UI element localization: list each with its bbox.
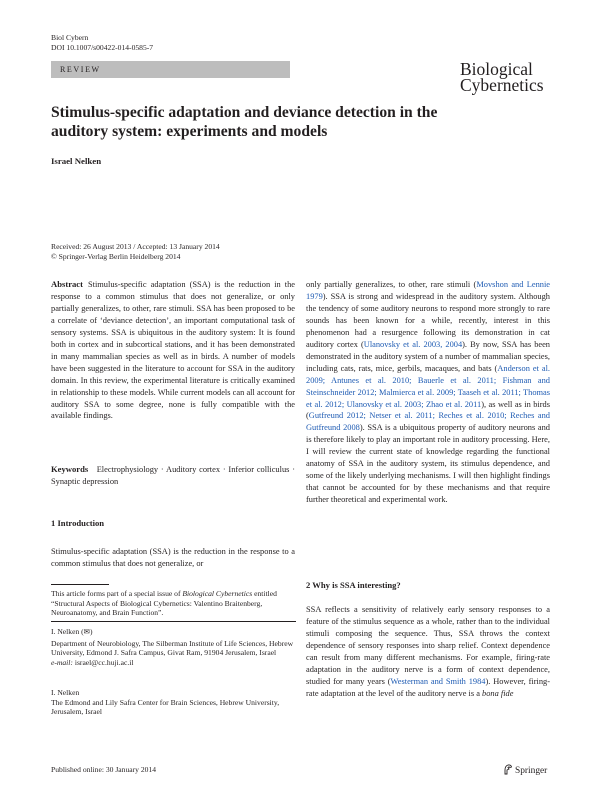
section-heading-introduction: 1 Introduction [51,518,105,528]
affiliation-2 [51,688,296,717]
publisher-logo [503,764,547,776]
published-online-date: Published online: 30 January 2014 [51,765,157,774]
springer-horse-icon [503,764,513,775]
article-title: Stimulus-specific adaptation and deviance detection in the auditory system: experiments and models [51,104,438,140]
abstract-text: Stimulus-specific adaptation (SSA) is the reduction in the response to a common stimulus that does not generalize, or only partially generalizes, to other, rare stimuli. SSA has been proposed to be a correlate of ‘deviance detection’, an important computational task of sensory systems. SSA is ubiquitous in the auditory system: It is found both in cortex and in subcortical stations, and it has been demonstrated in many mammalian species as well as in birds. A number of models have been suggested in the literature to account for SSA in the auditory domain. In this review, the experimental literature is critically examined in relationship to these models. While current models can all account for auditory SSA to some degree, none is fully compatible with the available findings. [51,280,295,421]
affiliation-1 [51,627,296,667]
citation-link[interactable]: Ulanovsky et al. 2003, 2004 [363,339,463,349]
section-heading-why-ssa: 2 Why is SSA interesting? [306,580,401,590]
article-type-label: REVIEW [60,65,101,74]
keywords-text: Electrophysiology · Auditory cortex · Inferior colliculus · Synaptic depression [51,465,295,486]
footnote-divider [51,584,109,585]
doi: DOI 10.1007/s00422-014-0585-7 [51,43,154,52]
journal-name: Biol Cybern [51,33,89,42]
affiliation-1-email: e-mail: israel@cc.huji.ac.il [51,657,134,667]
affiliation-2-name: I. Nelken [51,688,80,697]
affiliation-1-name: I. Nelken (✉) [51,627,93,636]
citation-link[interactable]: Movshon and Lennie 1979 [306,280,550,301]
affiliation-1-address: Department of Neurobiology, The Silberman Institute of Life Sciences, Hebrew University, Edmond J. Safra Campus, Givat Ram, 91904 Jerusalem, Israel [51,638,294,658]
affiliation-2-address: The Edmond and Lily Safra Center for Brain Sciences, Hebrew University, Jerusalem, Israel [51,697,280,717]
abstract [51,279,295,422]
affiliation-divider [51,621,296,622]
publisher-name: Springer [515,766,548,776]
abstract-heading: Abstract [51,279,83,289]
citation-link[interactable]: Anderson et al. 2009; Antunes et al. 2010; Bauerle et al. 2011; Fishman and Steinschneider 2012; Malmierca et al. 2009; Taaseh et al. 2011; Thomas et al. 2012; Ulanovsky et al. 2003; Zhao et al. 2011 [306,363,550,409]
article-type-banner [51,61,290,78]
introduction-text: Stimulus-specific adaptation (SSA) is the reduction in the response to a common stimulus that does not generalize, or [51,547,295,568]
right-column-text: only partially generalizes, to other, rare stimuli (Movshon and Lennie 1979). SSA is strong and widespread in the auditory system. Although the tendency of some auditory neurons to respond more strongly to rare sounds has been known for a while, recently, interest in this phenomenon had a resurgence following its demonstration in cat auditory cortex (Ulanovsky et al. 2003, 2004). By now, SSA has been demonstrated in the auditory system of a number of mammalian species, including cats, rats, mice, gerbils, macaques, and bats (Anderson et al. 2009; Antunes et al. 2010; Bauerle et al. 2011; Fishman and Steinschneider 2012; Malmierca et al. 2009; Taaseh et al. 2011; Thomas et al. 2012; Ulanovsky et al. 2003; Zhao et al. 2011), as well as in birds (Gutfreund 2012; Netser et al. 2011; Reches et al. 2010; Reches and Gutfreund 2008). SSA is a ubiquitous property of auditory neurons and is therefore likely to play an important role in auditory processing. Here, I will review the current state of knowledge regarding the functional anatomy of SSA in the auditory system, its stimulus dependence, and some of the likely underlying mechanisms. I will then highlight findings that cannot be accounted for by these mechanisms and that require further theoretical and experimental work. [306,280,550,505]
received-accepted-dates: Received: 26 August 2013 / Accepted: 13 January 2014 [51,242,220,251]
keywords [51,464,295,488]
citation-link[interactable]: Westerman and Smith 1984 [390,676,486,686]
author-name: Israel Nelken [51,156,102,166]
journal-logo [460,61,555,93]
special-issue-note: This article forms part of a special issue of Biological Cybernetics entitled “Structural Aspects of Biological Cybernetics: Valentino Braitenberg, Neuroanatomy, and Brain Function”. [51,589,277,618]
email-link[interactable]: israel@cc.huji.ac.il [74,657,134,667]
journal-logo-line2: Cybernetics [460,75,544,95]
keywords-heading: Keywords [51,464,89,474]
copyright: © Springer-Verlag Berlin Heidelberg 2014 [51,252,181,261]
citation-link[interactable]: Gutfreund 2012; Netser et al. 2011; Reches et al. 2010; Reches and Gutfreund 2008 [306,411,550,433]
section-2-text: SSA reflects a sensitivity of relatively early sensory responses to a feature of the stimulus sequence as a whole, rather than to the individual stimuli composing the sequence. Thus, SSA throws the context dependence of sensory responses into sharp relief. Context dependence can result from many different mechanisms. For example, firing-rate adaptation in the auditory nerve is a form of context dependence, studied for many years (Westerman and Smith 1984). However, firing-rate adaptation at the level of the auditory nerve is a bona fide [306,605,550,698]
journal-logo-line1: Biological [460,59,533,79]
